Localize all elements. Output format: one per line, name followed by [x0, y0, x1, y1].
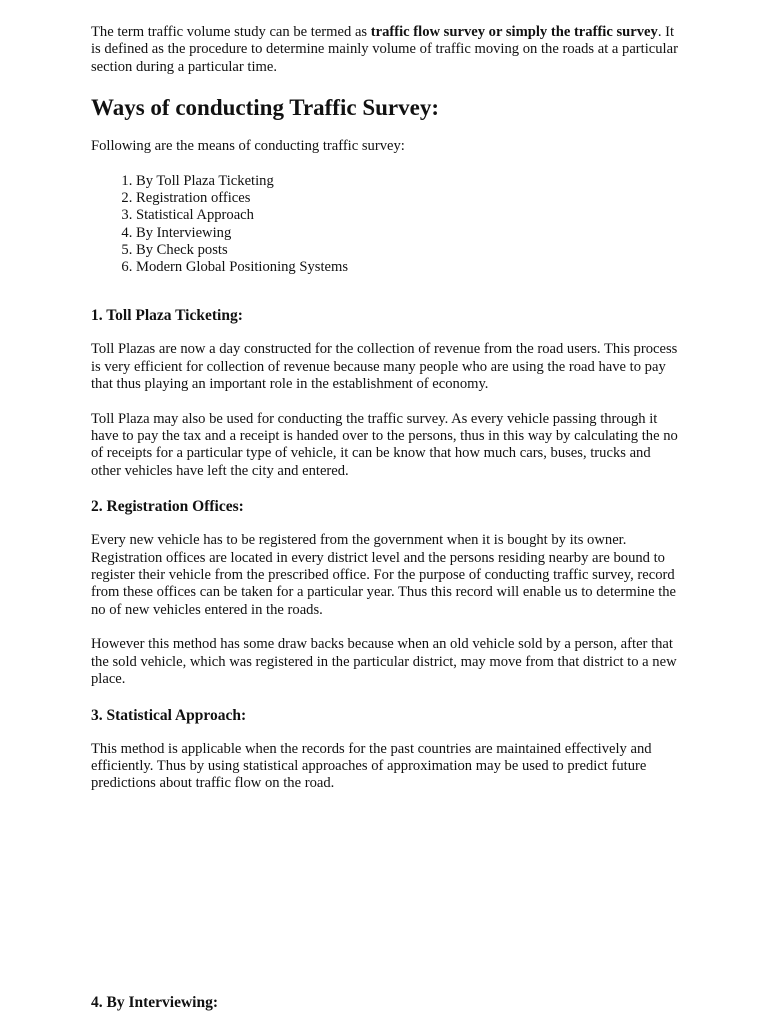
document-page [91, 24, 681, 793]
lead-paragraph: Following are the means of conducting traffic survey: [91, 138, 405, 155]
intro-text-post: . It is defined as the procedure to determine mainly volume of traffic moving on the roads at a particular section during a particular time. [91, 24, 678, 75]
list-item: 6. Modern Global Positioning Systems [136, 259, 681, 276]
section-heading-toll-plaza: 1. Toll Plaza Ticketing: [91, 307, 243, 325]
list-item: 5. By Check posts [136, 242, 681, 259]
section-heading-statistical: 3. Statistical Approach: [91, 706, 247, 724]
intro-text-bold: traffic flow survey or simply the traffic survey [370, 24, 658, 40]
main-heading: Ways of conducting Traffic Survey: [91, 95, 439, 121]
statistical-paragraph-1: This method is applicable when the records for the past countries are maintained effectively and efficiently. Thus by using statistical approaches of approximation may be used to predict future predictions about traffic flow on the road. [91, 740, 652, 792]
intro-paragraph [91, 24, 681, 76]
section-heading-registration: 2. Registration Offices: [91, 498, 244, 516]
list-item: 2. Registration offices [136, 190, 681, 207]
intro-text-pre: The term traffic volume study can be termed as [91, 24, 371, 40]
section-heading-interviewing: 4. By Interviewing: [91, 994, 219, 1011]
list-item: 1. By Toll Plaza Ticketing [136, 173, 681, 190]
toll-plaza-paragraph-1: Toll Plazas are now a day constructed for the collection of revenue from the road users. This process is very efficient for collection of revenue because many people who are using the road have to pay that thus playing an important role in the establishment of economy. [91, 341, 678, 393]
registration-paragraph-2: However this method has some draw backs because when an old vehicle sold by a person, after that the sold vehicle, which was registered in the particular district, may move from that district to a new place. [91, 636, 677, 688]
list-item: 3. Statistical Approach [136, 207, 681, 224]
toll-plaza-paragraph-2: Toll Plaza may also be used for conducting the traffic survey. As every vehicle passing through it have to pay the tax and a receipt is handed over to the persons, thus in this way by calculating the no of receipts for a particular type of vehicle, it can be know that how much cars, buses, trucks and other vehicles have left the city and entered. [91, 410, 678, 479]
registration-paragraph-1: Every new vehicle has to be registered from the government when it is bought by its owner. Registration offices are located in every district level and the persons residing nearby are bound to register their vehicle from the prescribed office. For the purpose of conducting traffic survey, record from these offices can be taken for a particular year. Thus this record will enable us to determine the no of new vehicles entered in the roads. [91, 532, 677, 618]
list-item: 4. By Interviewing [136, 225, 681, 242]
methods-list [91, 173, 681, 277]
